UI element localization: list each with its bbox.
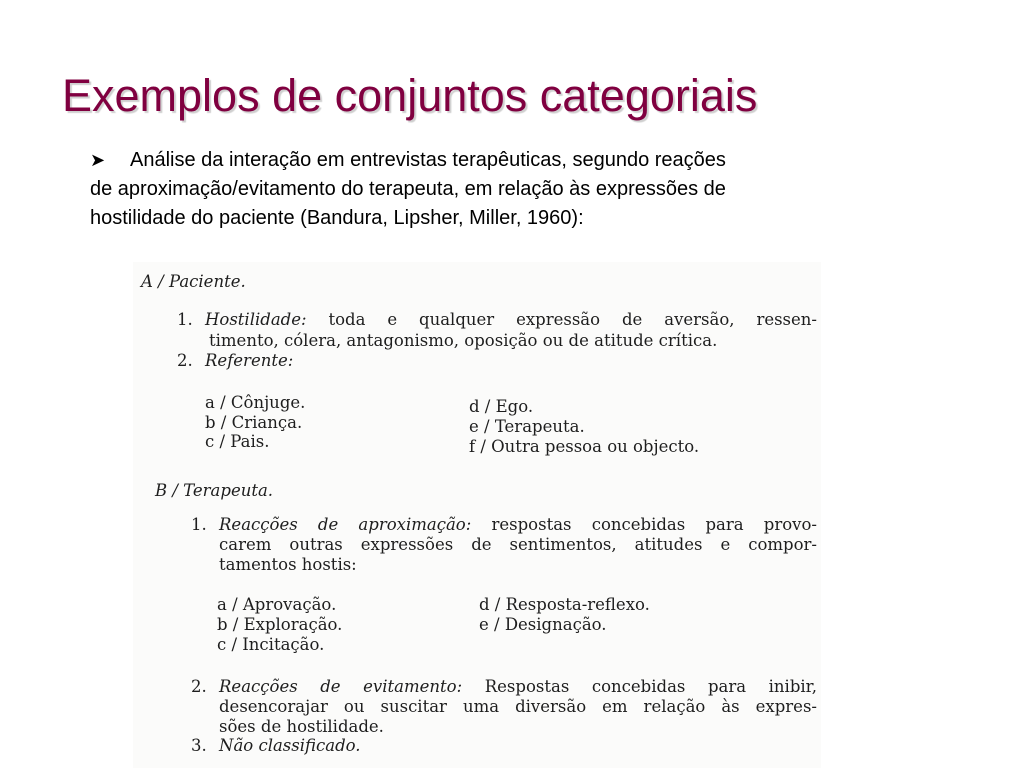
option-a-aprovacao: a / Aprovação.	[217, 595, 337, 614]
section-b-item-3-term: Não classificado.	[219, 736, 361, 755]
section-b-item-1	[219, 515, 817, 535]
section-a-item-2-number: 2.	[177, 351, 193, 370]
option-e-terapeuta: e / Terapeuta.	[469, 417, 585, 436]
arrow-bullet-icon: ➤	[90, 150, 106, 170]
section-b-item-2	[219, 677, 817, 697]
section-a-item-2-term: Referente:	[205, 351, 294, 370]
section-a-item-1-number: 1.	[177, 310, 193, 329]
section-b-item-2-text-3: sões de hostilidade.	[219, 717, 384, 736]
bullet-text-1: Análise da interação em entrevistas terapêuticas, segundo reações	[130, 149, 726, 171]
section-b-item-1-text-3: tamentos hostis:	[219, 555, 357, 574]
section-b-item-1-number: 1.	[191, 515, 207, 534]
option-d-ego: d / Ego.	[469, 397, 534, 416]
section-a-item-1-term: Hostilidade:	[205, 310, 307, 329]
section-a-item-1	[205, 310, 817, 330]
section-b-heading: B / Terapeuta.	[155, 481, 274, 500]
option-c-pais: c / Pais.	[205, 432, 270, 451]
bullet-line-1	[90, 146, 930, 175]
section-b-item-2-text-2: desencorajar ou suscitar uma diversão em relação às expres-	[219, 697, 817, 716]
section-b-item-1-term: Reacções de aproximação:	[219, 515, 472, 534]
section-b-item-1-text-1: respostas concebidas para provo-	[491, 515, 817, 534]
bullet-paragraph	[90, 146, 930, 233]
bullet-text-3: hostilidade do paciente (Bandura, Lipsher, Miller, 1960):	[90, 207, 584, 229]
option-c-incitacao: c / Incitação.	[217, 635, 325, 654]
section-a-heading: A / Paciente.	[141, 272, 246, 291]
slide-title: Exemplos de conjuntos categoriais	[62, 70, 758, 121]
option-b-crianca: b / Criança.	[205, 413, 303, 432]
option-d-resposta-reflexo: d / Resposta-reflexo.	[479, 595, 650, 614]
option-b-exploracao: b / Exploração.	[217, 615, 343, 634]
section-b-item-2-text-1: Respostas concebidas para inibir,	[484, 677, 817, 696]
section-b-item-3-number: 3.	[191, 736, 207, 755]
section-b-item-2-term: Reacções de evitamento:	[219, 677, 463, 696]
section-a-item-1-text-1: toda e qualquer expressão de aversão, ressen-	[328, 310, 817, 329]
section-b-item-1-text-2: carem outras expressões de sentimentos, atitudes e compor-	[219, 535, 817, 554]
section-a-item-1-text-2: timento, cólera, antagonismo, oposição ou de atitude crítica.	[209, 331, 718, 350]
option-f-outra-pessoa: f / Outra pessoa ou objecto.	[469, 437, 700, 456]
option-a-conjuge: a / Cônjuge.	[205, 393, 306, 412]
scanned-excerpt	[133, 262, 821, 768]
option-e-designacao: e / Designação.	[479, 615, 607, 634]
section-b-item-2-number: 2.	[191, 677, 207, 696]
bullet-text-2: de aproximação/evitamento do terapeuta, em relação às expressões de	[90, 178, 726, 200]
